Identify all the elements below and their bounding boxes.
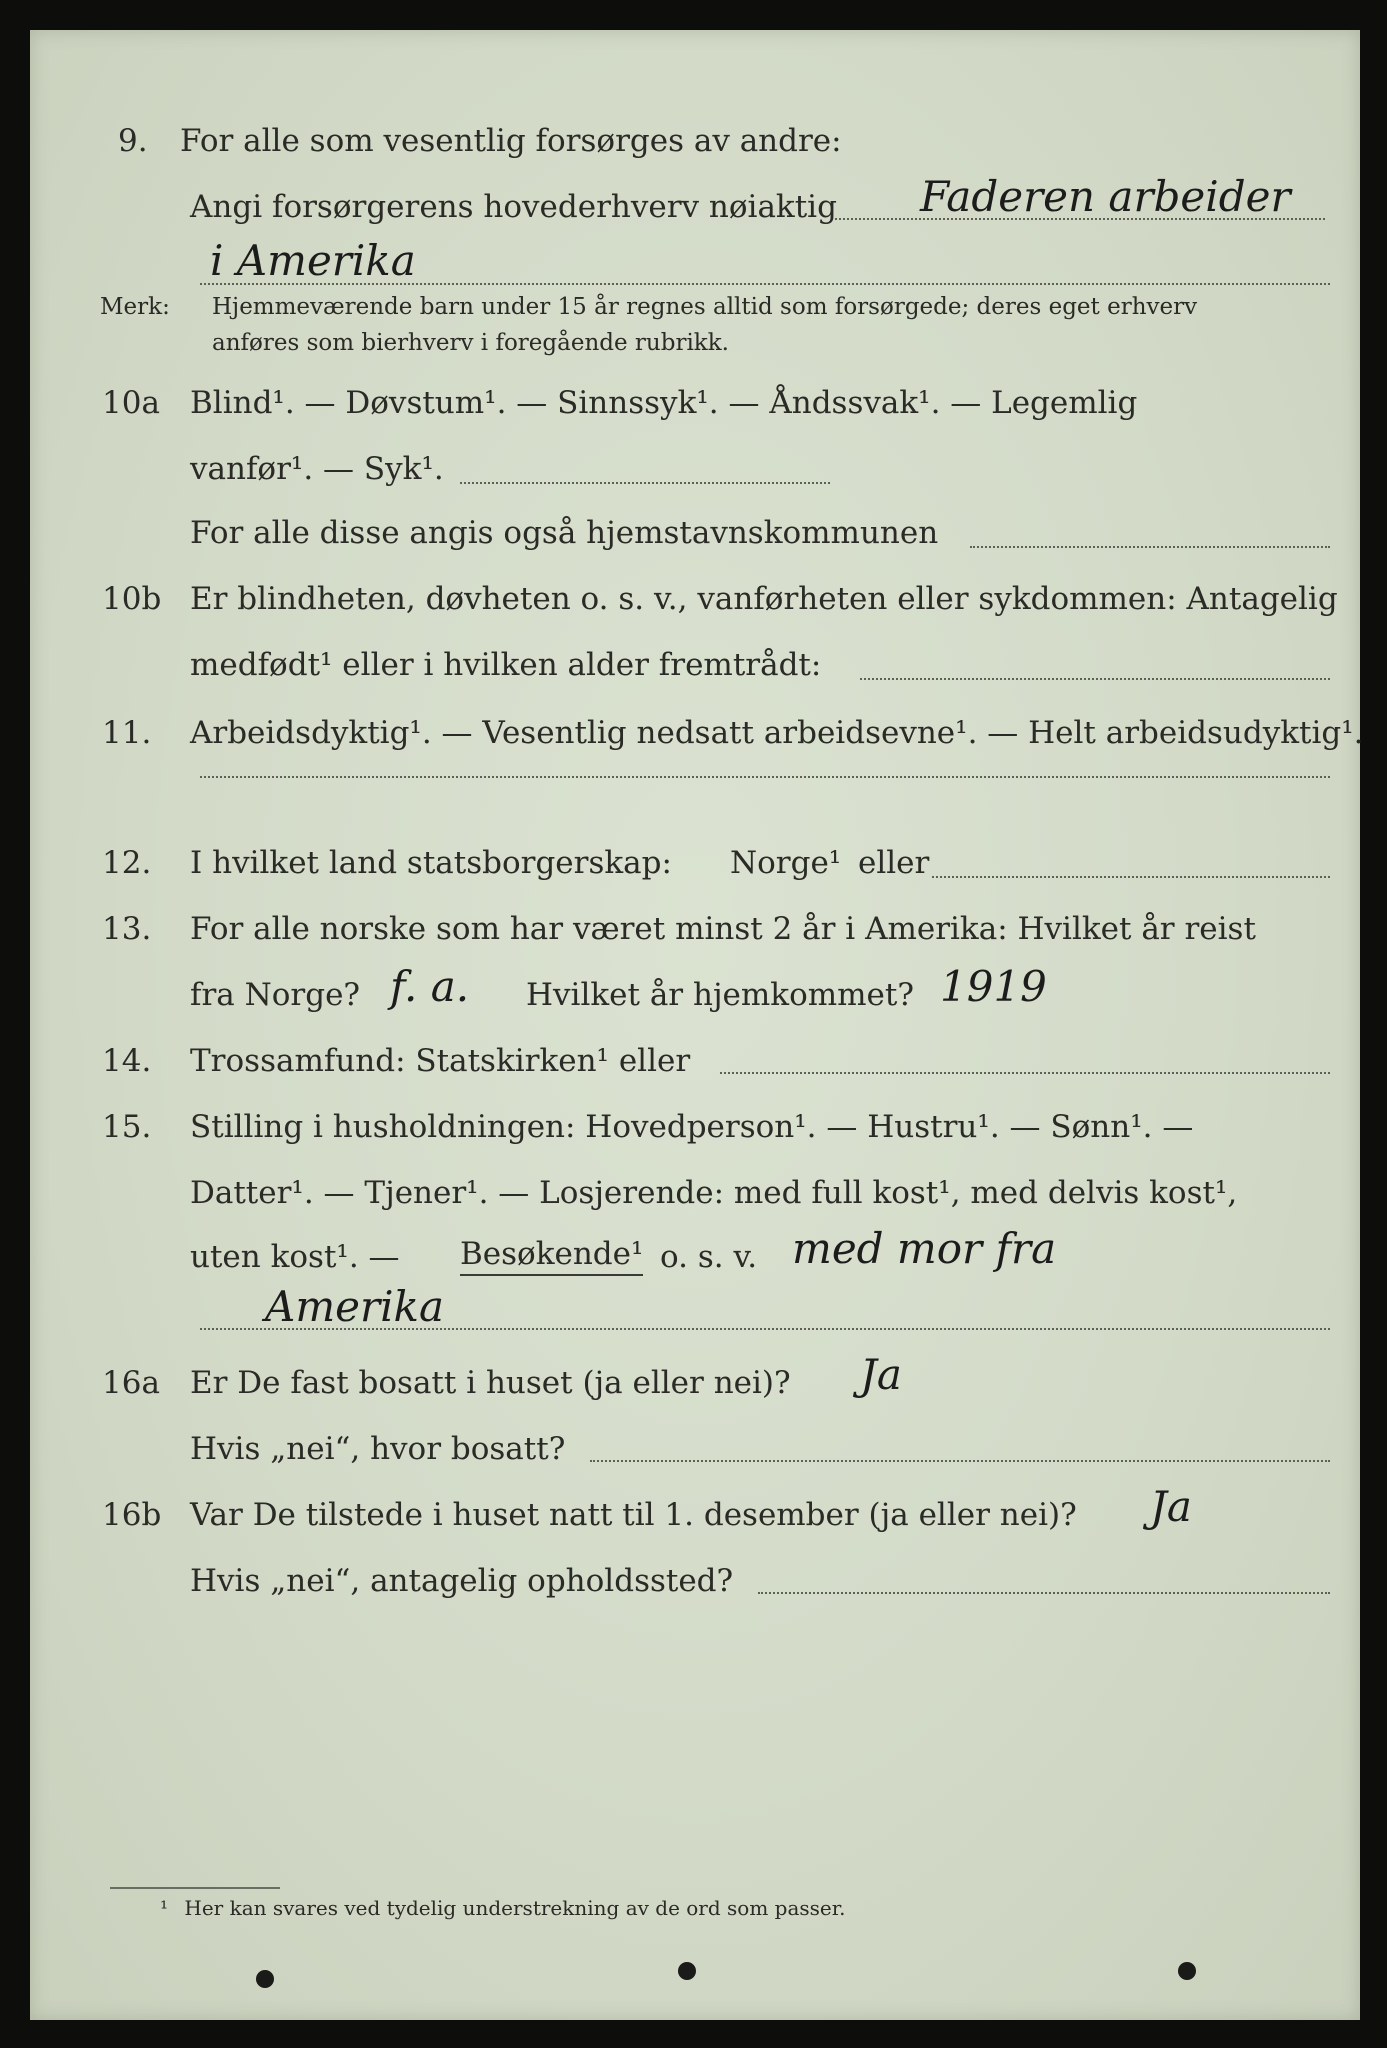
q11-number: 11. [102,715,152,751]
q13-handwritten-year-returned: 1919 [940,962,1047,1011]
q13-handwritten-year-left: f. a. [390,962,470,1011]
footnote [160,1896,845,1920]
mork-label: Merk: [100,294,170,320]
q15-handwritten-answer: med mor fra [792,1224,1057,1273]
q9-handwritten-answer: Faderen arbeider [920,172,1291,221]
q10a-answer-line [460,482,830,484]
q15-number: 15. [102,1109,152,1145]
q10a-options-2: vanfør¹. — Syk¹. [190,451,444,487]
q11-options: Arbeidsdyktig¹. — Vesentlig nedsatt arbeidsevne¹. — Helt arbeidsudyktig¹. [190,715,1364,751]
q15-options-3: uten kost¹. — [190,1239,400,1275]
q16b-question: Var De tilstede i huset natt til 1. desember (ja eller nei)? [190,1497,1077,1533]
q12-number: 12. [102,845,152,881]
census-form-page [30,30,1364,2020]
q13-number: 13. [102,911,152,947]
q14-number: 14. [102,1043,152,1079]
punch-hole-left [256,1970,274,1988]
q10a-hometown-label: For alle disse angis også hjemstavnskommunen [190,515,939,551]
q10a-options: Blind¹. — Døvstum¹. — Sinnssyk¹. — Åndssvak¹. — Legemlig [190,385,1138,421]
q9-handwritten-answer-2: i Amerika [210,236,416,285]
q14-question: Trossamfund: Statskirken¹ eller [190,1043,691,1079]
q15-options-2: Datter¹. — Tjener¹. — Losjerende: med full kost¹, med delvis kost¹, [190,1175,1238,1211]
q9-occupation-label: Angi forsørgerens hovederhverv nøiaktig [190,189,837,225]
q16a-where-label: Hvis „nei“, hvor bosatt? [190,1431,566,1467]
q16b-handwritten-answer: Ja [1150,1482,1192,1531]
mork-text-1: Hjemmeværende barn under 15 år regnes alltid som forsørgede; deres eget erhverv [212,294,1198,320]
q11-answer-line [200,776,1330,778]
punch-hole-middle [678,1962,696,1980]
q12-answer-line [932,876,1330,878]
q9-number: 9. [118,123,148,159]
q15-besokende-underlined: Besøkende¹ [460,1234,643,1276]
q10b-question: Er blindheten, døvheten o. s. v., vanførheten eller sykdommen: Antagelig [190,581,1338,617]
q16a-question: Er De fast bosatt i huset (ja eller nei)? [190,1365,791,1401]
q16b-residence-label: Hvis „nei“, antagelig opholdssted? [190,1563,734,1599]
footnote-text: Her kan svares ved tydelig understrekning av de ord som passer. [184,1896,846,1920]
q12-question: I hvilket land statsborgerskap: [190,845,672,881]
punch-hole-right [1178,1962,1196,1980]
q15-handwritten-answer-2: Amerika [265,1282,445,1331]
q16a-number: 16a [102,1365,160,1401]
q13-returned-label: Hvilket år hjemkommet? [526,977,914,1013]
q16a-answer-line [590,1460,1330,1462]
q10a-hometown-line [970,546,1330,548]
q16b-answer-line [758,1592,1330,1594]
q15-osv: o. s. v. [660,1239,758,1275]
footnote-rule [110,1887,280,1889]
q13-from-norway: fra Norge? [190,977,361,1013]
q10b-question-2: medfødt¹ eller i hvilken alder fremtrådt: [190,647,822,683]
mork-text-2: anføres som bierhverv i foregående rubrikk. [212,330,729,356]
q12-norge: Norge¹ [730,845,842,881]
q16b-number: 16b [102,1497,162,1533]
q9-question: For alle som vesentlig forsørges av andre: [180,123,842,159]
q15-options: Stilling i husholdningen: Hovedperson¹. — Hustru¹. — Sønn¹. — [190,1109,1194,1145]
q13-question: For alle norske som har været minst 2 år i Amerika: Hvilket år reist [190,911,1256,947]
q16a-handwritten-answer: Ja [860,1350,902,1399]
q10b-answer-line [860,678,1330,680]
q10b-number: 10b [102,581,162,617]
footnote-mark: ¹ [160,1896,169,1920]
q14-answer-line [720,1072,1330,1074]
q10a-number: 10a [102,385,160,421]
q12-eller: eller [858,845,930,881]
